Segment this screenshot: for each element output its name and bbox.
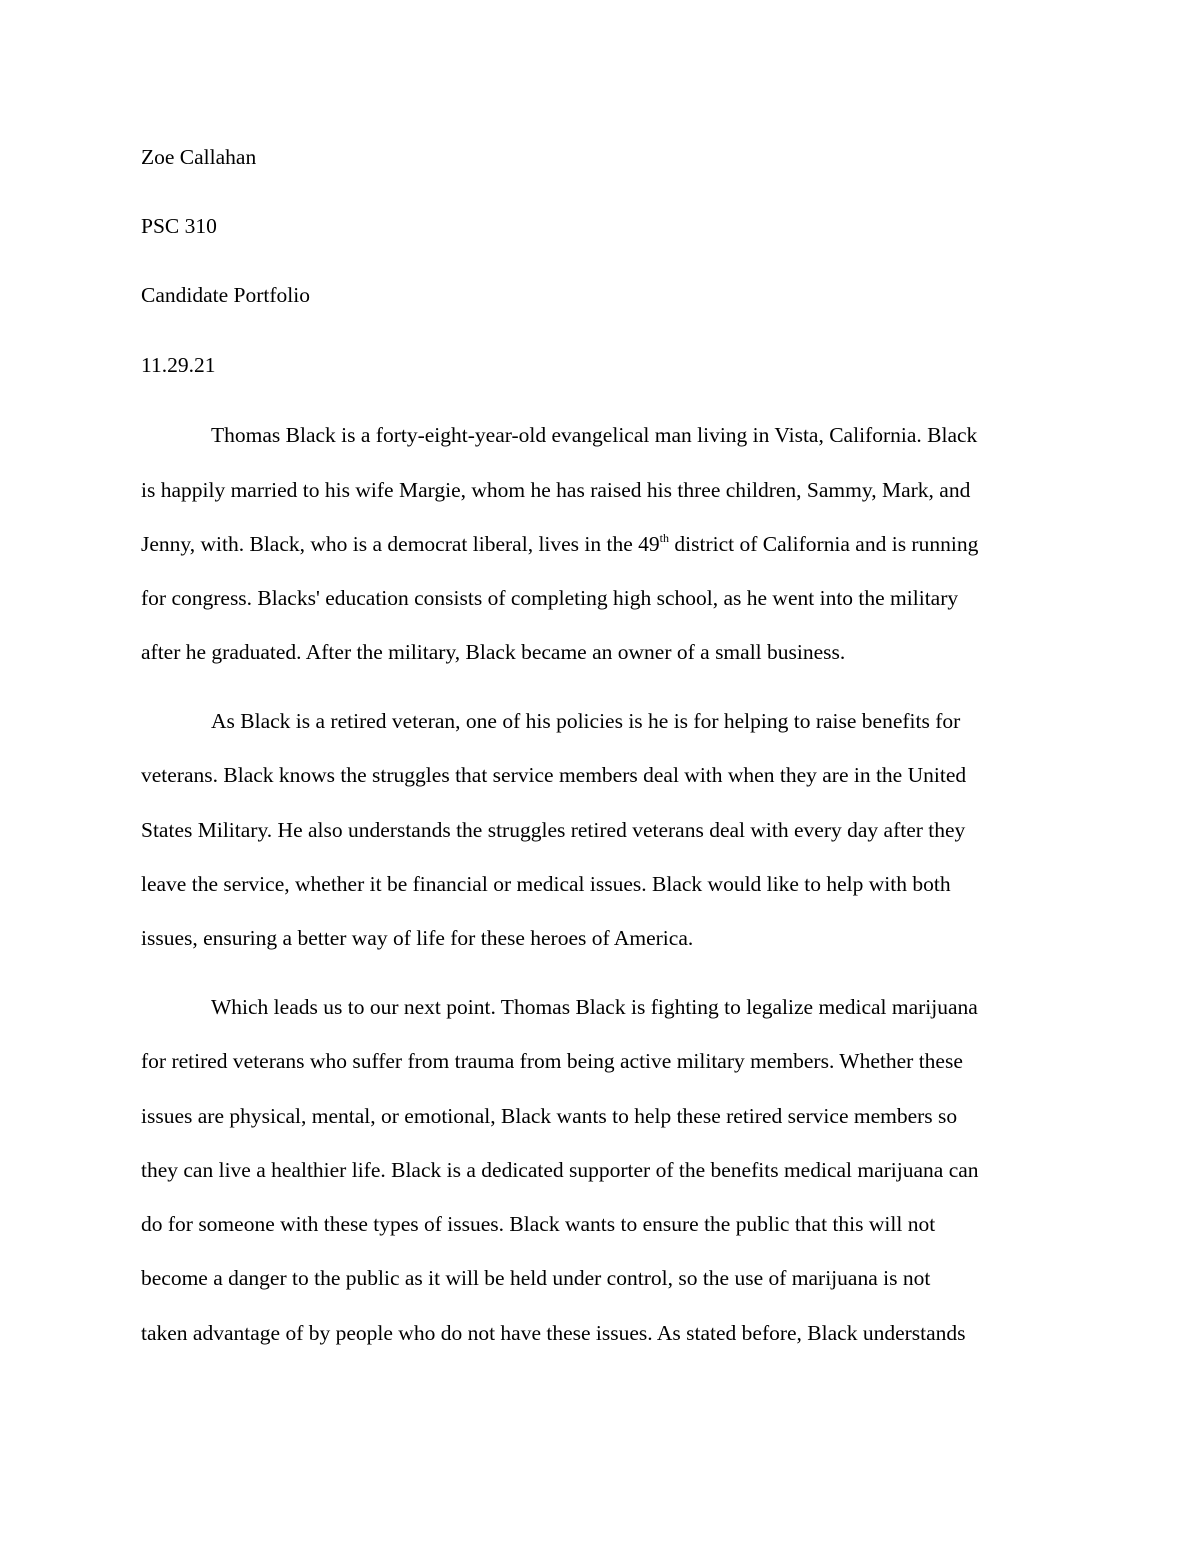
paragraph-line: become a danger to the public as it will be held under control, so the use of marijuana is not (141, 1266, 931, 1290)
document-title: Candidate Portfolio (141, 283, 310, 307)
paragraph-line: issues, ensuring a better way of life for these heroes of America. (141, 926, 694, 950)
document-date: 11.29.21 (141, 353, 216, 377)
paragraph-line: after he graduated. After the military, Black became an owner of a small business. (141, 640, 846, 664)
paragraph-line: taken advantage of by people who do not have these issues. As stated before, Black understands (141, 1321, 966, 1345)
paragraph-line (141, 530, 978, 558)
paragraph-line: they can live a healthier life. Black is a dedicated supporter of the benefits medical marijuana can (141, 1158, 979, 1182)
paragraph-line: for retired veterans who suffer from trauma from being active military members. Whether these (141, 1049, 963, 1073)
line-text: Jenny, with. Black, who is a democrat liberal, lives in the 49 (141, 532, 660, 556)
line-text: district of California and is running (669, 532, 979, 556)
paragraph-line: As Black is a retired veteran, one of his policies is he is for helping to raise benefits for (211, 709, 961, 733)
paragraph-line: veterans. Black knows the struggles that service members deal with when they are in the United (141, 763, 967, 787)
paragraph-line: States Military. He also understands the struggles retired veterans deal with every day after they (141, 818, 966, 842)
author-name: Zoe Callahan (141, 145, 257, 169)
paragraph-line: Thomas Black is a forty-eight-year-old evangelical man living in Vista, California. Black (211, 423, 978, 447)
paragraph-line: do for someone with these types of issues. Black wants to ensure the public that this will not (141, 1212, 936, 1236)
paragraph-line: Which leads us to our next point. Thomas Black is fighting to legalize medical marijuana (211, 995, 978, 1019)
paragraph-line: for congress. Blacks' education consists of completing high school, as he went into the military (141, 586, 959, 610)
paragraph-line: leave the service, whether it be financial or medical issues. Black would like to help with both (141, 872, 951, 896)
paragraph-line: is happily married to his wife Margie, whom he has raised his three children, Sammy, Mark, and (141, 478, 971, 502)
paragraph-line: issues are physical, mental, or emotional, Black wants to help these retired service members so (141, 1104, 958, 1128)
ordinal-superscript: th (659, 531, 670, 545)
course-code: PSC 310 (141, 214, 217, 238)
